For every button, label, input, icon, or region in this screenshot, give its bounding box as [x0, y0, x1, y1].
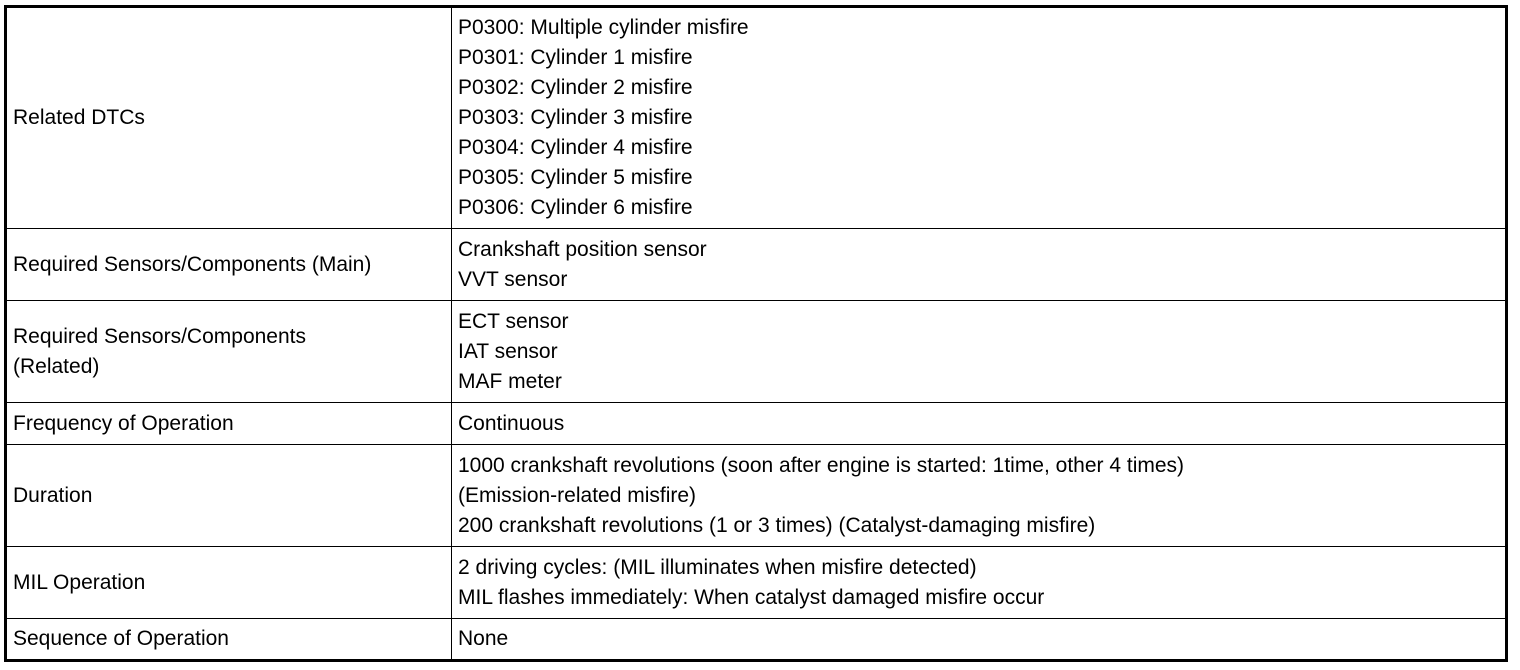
row-label: [6, 403, 452, 445]
row-label-text: Related DTCs: [13, 106, 145, 129]
row-label: [6, 301, 452, 403]
monitor-spec-table: [4, 5, 1508, 662]
row-label: [6, 547, 452, 619]
value-line: VVT sensor: [458, 267, 568, 291]
table-row-duration: [6, 445, 1507, 547]
row-value: [452, 547, 1507, 619]
dtc-p0301: P0301: Cylinder 1 misfire: [458, 46, 693, 69]
row-label-text: Frequency of Operation: [13, 411, 234, 435]
value-line: None: [458, 627, 509, 650]
table-row-related-dtcs: [6, 7, 1507, 229]
row-label-text: (Related): [13, 354, 100, 378]
row-label-text: Duration: [13, 483, 93, 507]
value-line: IAT sensor: [458, 339, 558, 363]
value-line: Crankshaft position sensor: [458, 237, 707, 261]
row-value: [452, 301, 1507, 403]
dtc-p0305: P0305: Cylinder 5 misfire: [458, 166, 693, 189]
row-label: [6, 619, 452, 661]
value-line: Continuous: [458, 411, 565, 435]
row-label: [6, 445, 452, 547]
value-line: 2 driving cycles: (MIL illuminates when misfire detected): [458, 555, 977, 579]
value-line: MAF meter: [458, 369, 562, 393]
row-label: [6, 229, 452, 301]
row-label-text: Required Sensors/Components (Main): [13, 252, 372, 276]
table-row-sequence: [6, 619, 1507, 661]
row-value: [452, 229, 1507, 301]
row-value: [452, 445, 1507, 547]
row-label-text: MIL Operation: [13, 570, 146, 594]
dtc-p0303: P0303: Cylinder 3 misfire: [458, 106, 693, 129]
value-line: 1000 crankshaft revolutions (soon after engine is started: 1time, other 4 times): [458, 453, 1185, 477]
row-value: [452, 403, 1507, 445]
value-line: (Emission-related misfire): [458, 483, 697, 507]
table-row-sensors-related: [6, 301, 1507, 403]
row-label: [6, 7, 452, 229]
row-value: [452, 619, 1507, 661]
value-line: MIL flashes immediately: When catalyst damaged misfire occur: [458, 585, 1045, 609]
row-value: [452, 7, 1507, 229]
row-label-text: Sequence of Operation: [13, 627, 229, 650]
table-row-mil-operation: [6, 547, 1507, 619]
dtc-p0300: P0300: Multiple cylinder misfire: [458, 16, 749, 39]
value-line: 200 crankshaft revolutions (1 or 3 times) (Catalyst-damaging misfire): [458, 513, 1096, 537]
value-line: ECT sensor: [458, 309, 569, 333]
dtc-p0304: P0304: Cylinder 4 misfire: [458, 136, 693, 159]
row-label-text: Required Sensors/Components: [13, 324, 306, 348]
table-row-sensors-main: [6, 229, 1507, 301]
dtc-p0306: P0306: Cylinder 6 misfire: [458, 196, 693, 219]
dtc-p0302: P0302: Cylinder 2 misfire: [458, 76, 693, 99]
table-row-frequency: [6, 403, 1507, 445]
